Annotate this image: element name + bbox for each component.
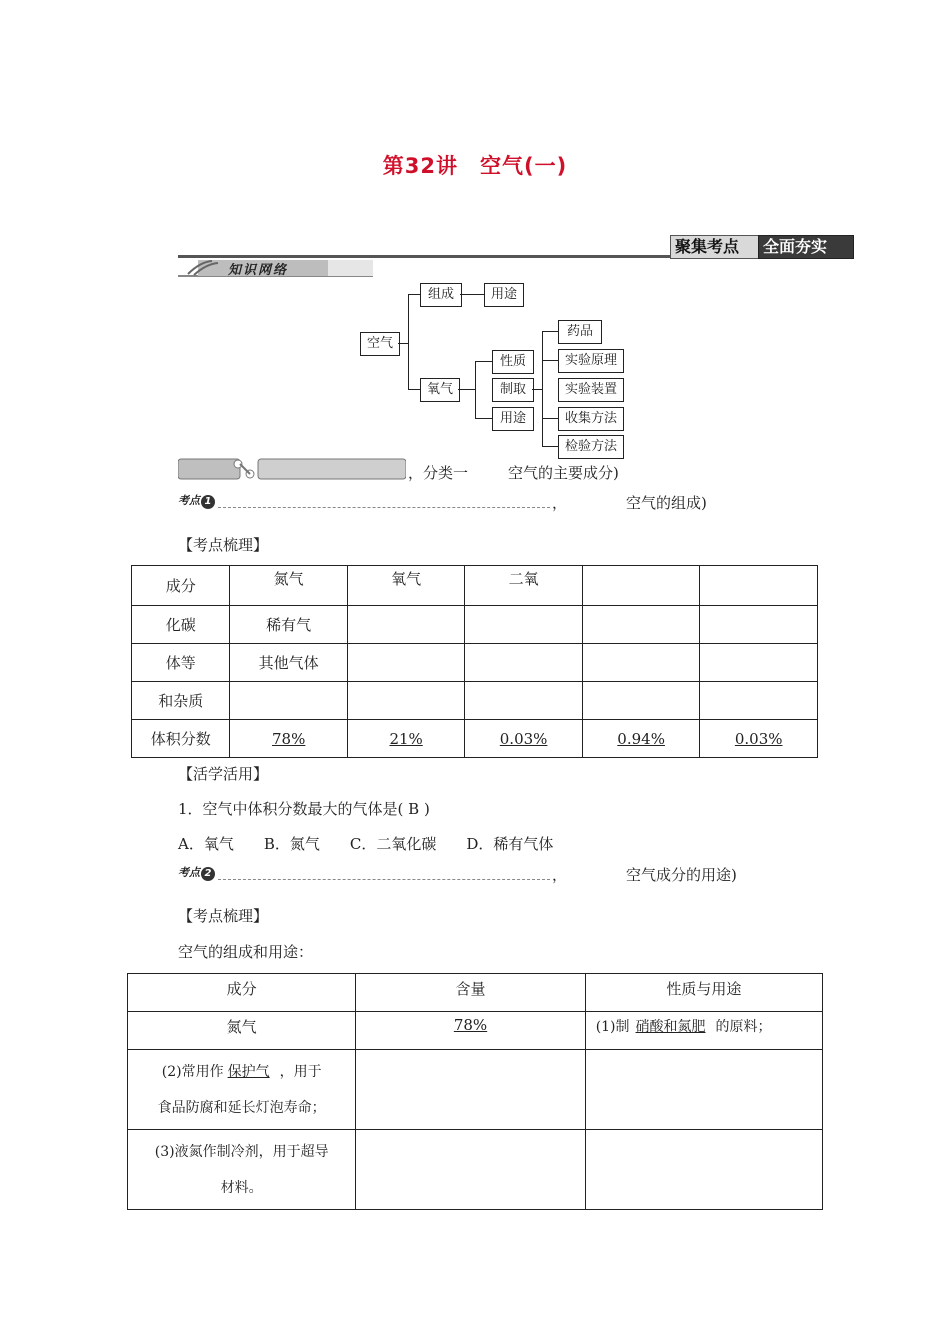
table-cell	[582, 566, 700, 606]
table-row	[132, 566, 818, 606]
kp1-title: 空气的组成)	[626, 494, 707, 512]
table-cell: 0.03%	[700, 720, 818, 758]
table-cell	[347, 682, 464, 720]
category-prefix: ，分类一	[408, 464, 469, 482]
banner-tag-solid: 全面夯实	[758, 235, 854, 259]
table-cell	[465, 682, 583, 720]
table-cell: 化碳	[132, 606, 230, 644]
table-cell	[585, 1012, 822, 1050]
nitrogen-content: 78%	[453, 1016, 488, 1034]
table-cell	[700, 566, 818, 606]
table-cell	[585, 1130, 822, 1210]
divider-line	[218, 879, 550, 880]
tree-node-air: 空气	[360, 332, 400, 356]
table-row	[128, 1012, 823, 1050]
tree-connector	[542, 331, 558, 332]
table-row	[128, 974, 823, 1012]
tree-node-principle: 实验原理	[558, 349, 624, 373]
tree-node-collection: 收集方法	[558, 407, 624, 431]
tree-node-property: 性质	[492, 350, 534, 374]
table-cell	[465, 644, 583, 682]
kp2-title: 空气成分的用途)	[626, 866, 737, 884]
table-cell	[347, 644, 464, 682]
table-row	[132, 682, 818, 720]
tree-node-apparatus: 实验装置	[558, 378, 624, 402]
tree-connector	[542, 418, 558, 419]
table-row	[132, 720, 818, 758]
tree-connector	[408, 294, 409, 390]
use-fill: 硝酸和氮肥	[635, 1019, 706, 1035]
table-cell: 成分	[132, 566, 230, 606]
tree-connector	[532, 389, 542, 390]
table-cell	[230, 682, 347, 720]
table-cell	[700, 644, 818, 682]
page-title: 第32讲 空气(一)	[382, 154, 568, 178]
tree-connector	[460, 294, 484, 295]
tree-node-testing: 检验方法	[558, 435, 624, 459]
table-cell: 体积分数	[132, 720, 230, 758]
use-suffix: 的原料；	[715, 1019, 772, 1035]
exam-point-2-label	[178, 866, 215, 881]
uses-table	[127, 973, 823, 1210]
use-suffix: ，用于	[279, 1063, 322, 1080]
divider-line	[218, 507, 550, 508]
table-header: 性质与用途	[585, 974, 822, 1012]
table-cell	[356, 1050, 585, 1130]
table-header: 含量	[356, 974, 585, 1012]
question-stem: 1．空气中体积分数最大的气体是( B )	[178, 800, 430, 818]
use-fill: 保护气	[227, 1063, 270, 1080]
table-cell: 二氧	[465, 566, 583, 606]
banner-tag-focus: 聚集考点	[670, 235, 764, 259]
kp1-comma: ，	[552, 494, 568, 512]
composition-table	[131, 565, 818, 758]
table-cell: 和杂质	[132, 682, 230, 720]
table-cell: 0.94%	[582, 720, 700, 758]
exam-point-number: 1	[201, 495, 215, 509]
tree-connector	[475, 361, 476, 419]
section-heading: 【活学活用】	[178, 765, 269, 783]
use-prefix: (2)常用作	[161, 1063, 224, 1080]
kp2-comma: ，	[552, 866, 568, 884]
table-cell	[585, 1050, 822, 1130]
use-line2: 食品防腐和延长灯泡寿命；	[157, 1099, 326, 1116]
tree-node-oxygen: 氧气	[420, 378, 460, 402]
exam-point-1-label	[178, 494, 215, 509]
section-heading: 【考点梳理】	[178, 907, 269, 925]
table-cell: 21%	[347, 720, 464, 758]
tree-connector	[542, 331, 543, 447]
use-line1: (3)液氮作制冷剂，用于超导	[154, 1143, 329, 1160]
table-cell	[356, 1130, 585, 1210]
table-cell	[700, 682, 818, 720]
table-cell: 78%	[230, 720, 347, 758]
section-heading: 【考点梳理】	[178, 536, 269, 554]
table-cell: 0.03%	[465, 720, 583, 758]
tree-connector	[408, 389, 420, 390]
tree-connector	[542, 446, 558, 447]
table-cell	[582, 644, 700, 682]
table-cell	[465, 606, 583, 644]
table-cell	[128, 1130, 356, 1210]
tree-node-oxygen-use: 用途	[492, 407, 534, 431]
table-cell	[582, 606, 700, 644]
exam-point-label-text: 考点	[178, 866, 200, 879]
tree-connector	[542, 360, 558, 361]
table-row	[132, 606, 818, 644]
tree-connector	[398, 343, 408, 344]
table-cell	[128, 1050, 356, 1130]
exam-point-label-text: 考点	[178, 494, 200, 507]
tree-node-preparation: 制取	[492, 378, 534, 402]
table-cell	[700, 606, 818, 644]
table-cell: 稀有气	[230, 606, 347, 644]
tree-node-composition: 组成	[420, 283, 462, 307]
tree-node-use: 用途	[484, 283, 524, 307]
table-cell: 体等	[132, 644, 230, 682]
table-cell: 氮气	[128, 1012, 356, 1050]
tree-connector	[408, 294, 420, 295]
table-cell	[347, 606, 464, 644]
tree-connector	[475, 418, 492, 419]
table-cell: 氮气	[230, 566, 347, 606]
tree-connector	[475, 361, 492, 362]
table-row	[128, 1130, 823, 1210]
table-row	[128, 1050, 823, 1130]
tree-connector	[458, 389, 475, 390]
intro-text: 空气的组成和用途：	[178, 943, 314, 961]
table-row	[132, 644, 818, 682]
knowledge-network-label: 知识网络	[228, 263, 289, 278]
table-cell	[356, 1012, 585, 1050]
table-header: 成分	[128, 974, 356, 1012]
table-cell	[582, 682, 700, 720]
exam-point-number: 2	[201, 867, 215, 881]
question-options: A．氧气 B．氮气 C．二氧化碳 D．稀有气体	[178, 835, 554, 853]
tree-node-reagents: 药品	[558, 320, 602, 344]
category-title: 空气的主要成分)	[508, 464, 619, 482]
category-badge	[178, 458, 406, 480]
table-cell: 其他气体	[230, 644, 347, 682]
use-line2: 材料。	[220, 1179, 263, 1196]
use-prefix: (1)制	[595, 1019, 630, 1035]
table-cell: 氧气	[347, 566, 464, 606]
